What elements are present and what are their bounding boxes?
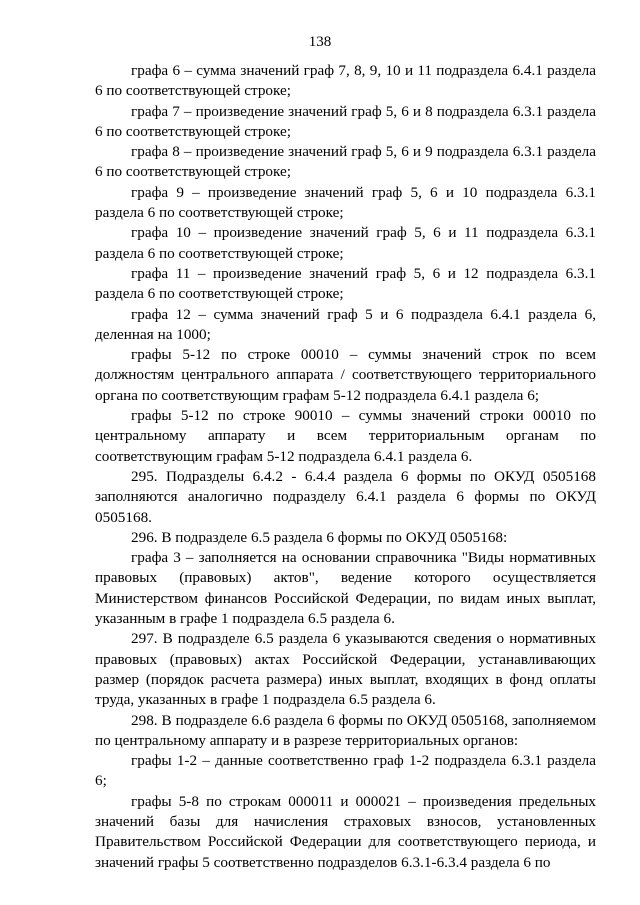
- paragraph-298-graphs-1-2: графы 1-2 – данные соответственно граф 1-2 подраздела 6.3.1 раздела 6;: [95, 752, 596, 790]
- paragraph-graph-9: графа 9 – произведение значений граф 5, 6 и 10 подраздела 6.3.1 раздела 6 по соответствующей строке;: [95, 183, 596, 222]
- paragraph-graph-12: графа 12 – сумма значений граф 5 и 6 подраздела 6.4.1 раздела 6, деленная на 1000;: [95, 305, 596, 343]
- paragraph-graph-6: графа 6 – сумма значений граф 7, 8, 9, 10 и 11 подраздела 6.4.1 раздела 6 по соответствующей строке;: [95, 62, 596, 100]
- paragraph-295: 295. Подразделы 6.4.2 - 6.4.4 раздела 6 формы по ОКУД 0505168 заполняются аналогично подразделу 6.4.1 раздела 6 формы по ОКУД 0505168.: [95, 467, 596, 526]
- paragraph-296: 296. В подразделе 6.5 раздела 6 формы по ОКУД 0505168:: [131, 528, 508, 546]
- paragraph-296-graph-3: графа 3 – заполняется на основании справочника "Виды нормативных правовых (правовых) актов", ведение которого осуществляется Министерством финансов Российской Федерации, по видам иных выплат, указанным в графе 1 подраздела 6.5 раздела 6.: [95, 549, 596, 628]
- paragraph-graphs-5-12-row-90010: графы 5-12 по строке 90010 – суммы значений строки 00010 по центральному аппарату и всем территориальным органам по соответствующим графам 5-12 подраздела 6.4.1 раздела 6.: [95, 407, 596, 465]
- paragraph-graph-7: графа 7 – произведение значений граф 5, 6 и 8 подраздела 6.3.1 раздела 6 по соответствующей строке;: [95, 102, 596, 140]
- paragraph-graph-8: графа 8 – произведение значений граф 5, 6 и 9 подраздела 6.3.1 раздела 6 по соответствующей строке;: [95, 143, 596, 181]
- paragraph-graphs-5-12-row-00010: графы 5-12 по строке 00010 – суммы значений строк по всем должностям центрального аппарата / соответствующего территориального органа по соответствующим графам 5-12 подраздела 6.4.1 раздела 6;: [95, 346, 596, 404]
- paragraph-graph-11: графа 11 – произведение значений граф 5, 6 и 12 подраздела 6.3.1 раздела 6 по соответствующей строке;: [95, 264, 596, 303]
- paragraph-297: 297. В подразделе 6.5 раздела 6 указываются сведения о нормативных правовых (правовых) актах Российской Федерации, устанавливающих размер (порядок расчета размера) иных выплат, входящих в фонд оплаты труда, указанных в графе 1 подраздела 6.5 раздела 6.: [95, 630, 596, 709]
- paragraph-298-graphs-5-8: графы 5-8 по строкам 000011 и 000021 – произведения предельных значений базы для начисления страховых взносов, установленных Правительством Российской Федерации для соответствующего периода, и значений графы 5 соответственно подразделов 6.3.1-6.3.4 раздела 6 по: [95, 792, 596, 871]
- paragraph-graph-10: графа 10 – произведение значений граф 5, 6 и 11 подраздела 6.3.1 раздела 6 по соответствующей строке;: [95, 224, 596, 262]
- document-body: [95, 61, 596, 873]
- paragraph-298: 298. В подразделе 6.6 раздела 6 формы по ОКУД 0505168, заполняемом по центральному аппарату и в разрезе территориальных органов:: [95, 711, 596, 749]
- page-number: 138: [308, 34, 332, 50]
